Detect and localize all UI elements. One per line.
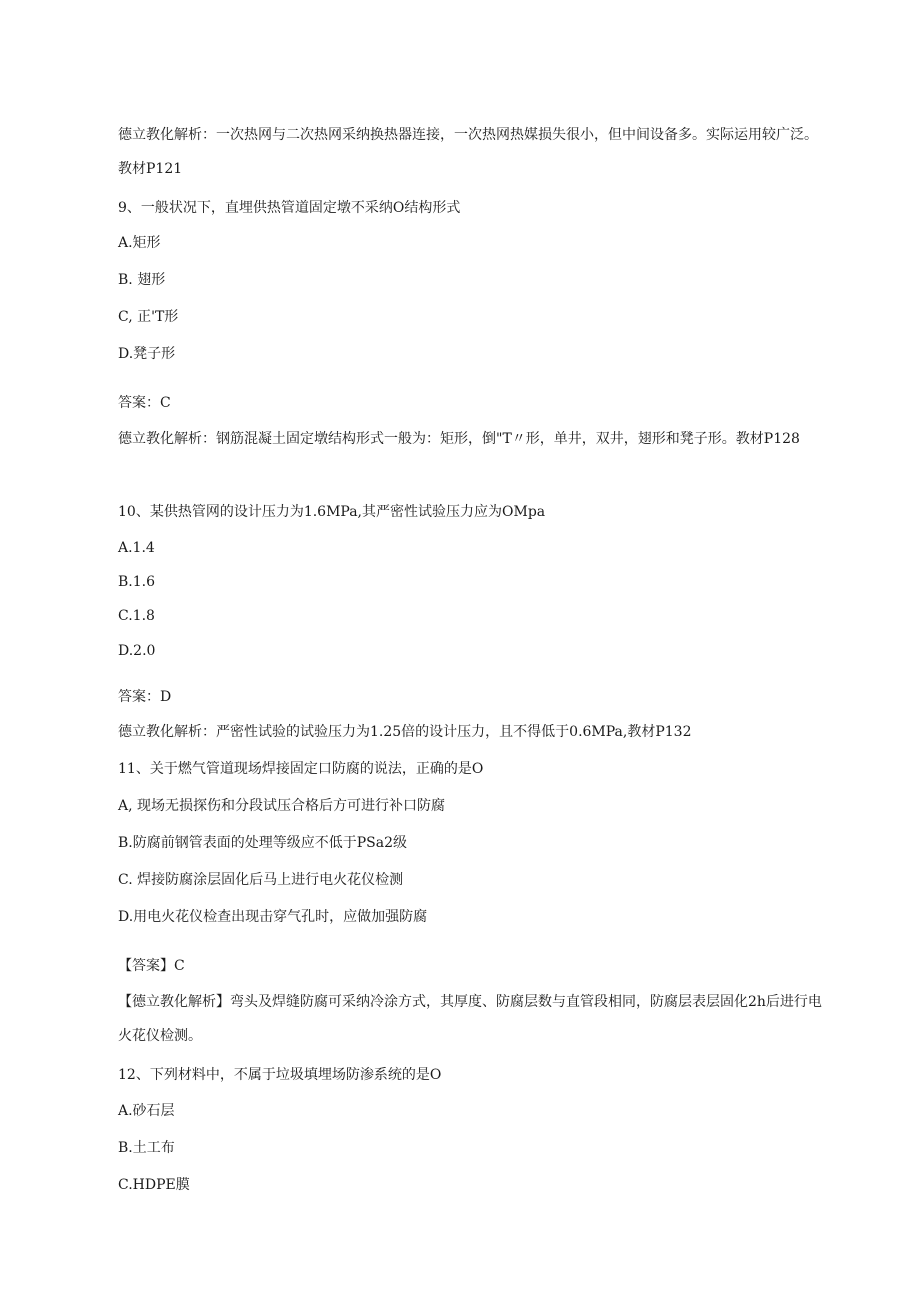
explanation-paragraph: 德立教化解析：一次热网与二次热网采纳换热器连接，一次热网热媒损失很小，但中间设备多。实际运用较广泛。教材P121 [118,127,818,177]
option-9b: B. 翅形 [118,272,166,288]
question-12: 12、下列材料中，不属于垃圾填埋场防渗系统的是O [118,1067,442,1083]
option-11a: A, 现场无损探伤和分段试压合格后方可进行补口防腐 [118,798,446,814]
explanation-10: 德立教化解析：严密性试验的试验压力为1.25倍的设计压力，且不得低于0.6MPa,教材P132 [118,724,692,740]
explanation-9: 德立教化解析：钢筋混凝土固定墩结构形式一般为：矩形，倒"T〃形，单井，双井，翅形和凳子形。教材P128 [118,431,800,447]
option-11b: B.防腐前钢管表面的处理等级应不低于PSa2级 [118,835,408,851]
option-11c: C. 焊接防腐涂层固化后马上进行电火花仪检测 [118,872,404,888]
option-10c: C.1.8 [118,608,155,624]
explanation-11: 【德立教化解析】弯头及焊缝防腐可采纳冷涂方式，其厚度、防腐层数与直管段相同，防腐层表层固化2h后进行电火花仪检测。 [118,994,822,1044]
option-12a: A.砂石层 [118,1103,175,1119]
option-10b: B.1.6 [118,574,156,590]
answer-10: 答案：D [118,689,172,705]
question-9: 9、一般状况下，直埋供热管道固定墩不采纳O结构形式 [118,200,461,216]
option-9d: D.凳子形 [118,346,176,362]
question-10: 10、某供热管网的设计压力为1.6MPa,其严密性试验压力应为OMpa [118,504,546,520]
option-10a: A.1.4 [118,540,155,556]
option-10d: D.2.0 [118,643,156,659]
option-11d: D.用电火花仪检查出现击穿气孔时，应做加强防腐 [118,909,428,925]
option-12c: C.HDPE膜 [118,1177,190,1193]
answer-9: 答案：C [118,395,171,411]
option-9c: C, 正'T形 [118,309,179,325]
answer-11: 【答案】C [118,958,185,974]
option-9a: A.矩形 [118,235,161,251]
question-11: 11、关于燃气管道现场焊接固定口防腐的说法，正确的是O [118,761,484,777]
option-12b: B.土工布 [118,1140,175,1156]
